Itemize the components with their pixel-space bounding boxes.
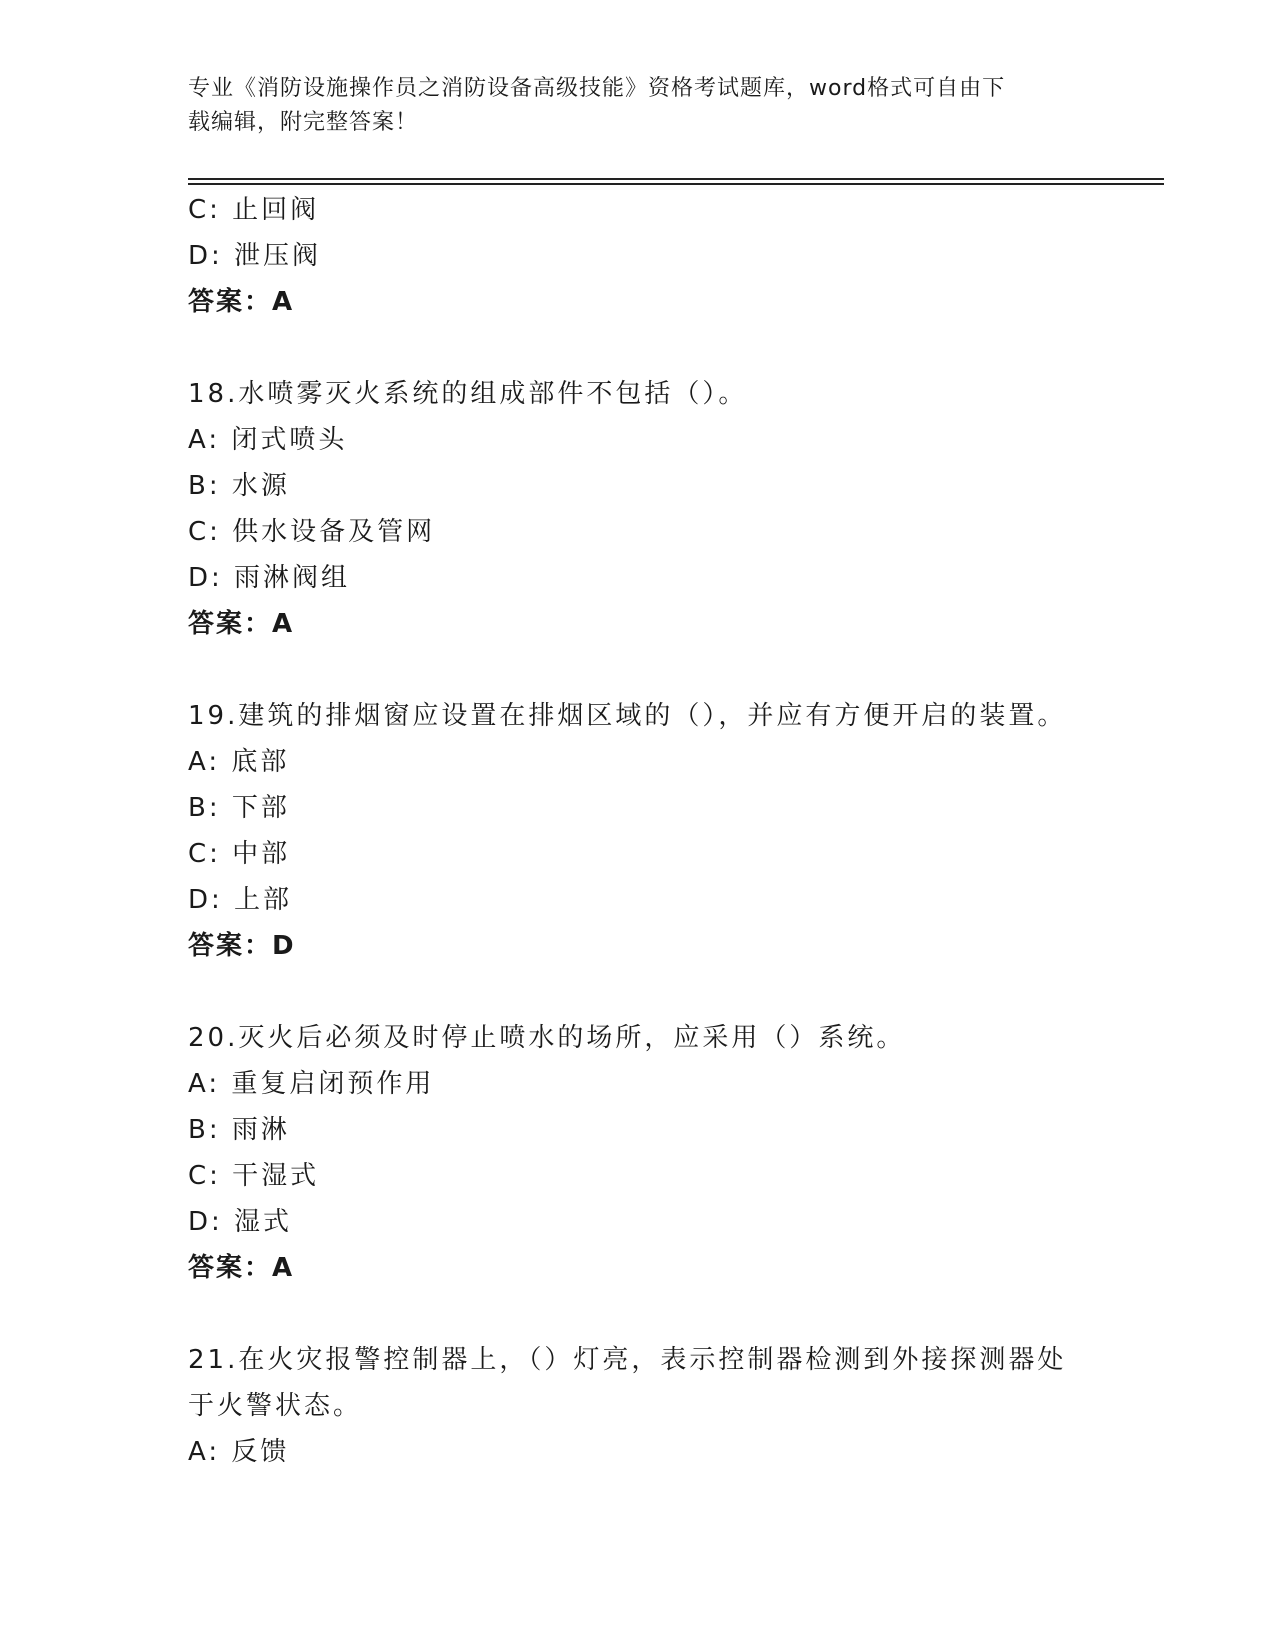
question-stem-line-1: 21.在火灾报警控制器上，（）灯亮，表示控制器检测到外接探测器处: [188, 1345, 1067, 1375]
option-c: C: 止回阀: [188, 195, 320, 225]
answer-line: 答案：A: [188, 1253, 295, 1283]
answer-line: 答案：D: [188, 931, 296, 961]
header-rule-bottom: [188, 183, 1164, 185]
option-a: A: 底部: [188, 747, 290, 777]
option-d: D: 湿式: [188, 1207, 293, 1237]
header-title-line-1: 专业《消防设施操作员之消防设备高级技能》资格考试题库，word格式可自由下: [188, 76, 1006, 101]
question-stem-line-2: 于火警状态。: [188, 1391, 363, 1421]
question-17-tail: [188, 187, 1088, 325]
question-21: [188, 1337, 1088, 1475]
option-a: A: 闭式喷头: [188, 425, 348, 455]
question-20: [188, 1015, 1088, 1291]
option-b: B: 下部: [188, 793, 290, 823]
option-c: C: 中部: [188, 839, 291, 869]
option-d: D: 雨淋阀组: [188, 563, 351, 593]
option-b: B: 雨淋: [188, 1115, 290, 1145]
question-19: [188, 693, 1088, 969]
answer-line: 答案：A: [188, 287, 295, 317]
option-b: B: 水源: [188, 471, 290, 501]
option-a: A: 重复启闭预作用: [188, 1069, 435, 1099]
question-stem: 20.灭火后必须及时停止喷水的场所，应采用（）系统。: [188, 1023, 906, 1053]
header-rule-top: [188, 178, 1164, 180]
question-stem: 19.建筑的排烟窗应设置在排烟区域的（），并应有方便开启的装置。: [188, 701, 1067, 731]
option-c: C: 供水设备及管网: [188, 517, 436, 547]
question-stem: 18.水喷雾灭火系统的组成部件不包括（）。: [188, 379, 748, 409]
page-header: [188, 72, 1088, 140]
header-title-line-2: 载编辑，附完整答案！: [188, 110, 419, 135]
option-d: D: 泄压阀: [188, 241, 322, 271]
option-a: A: 反馈: [188, 1437, 290, 1467]
option-d: D: 上部: [188, 885, 293, 915]
question-18: [188, 371, 1088, 647]
answer-line: 答案：A: [188, 609, 295, 639]
option-c: C: 干湿式: [188, 1161, 320, 1191]
question-content: [188, 187, 1088, 1475]
